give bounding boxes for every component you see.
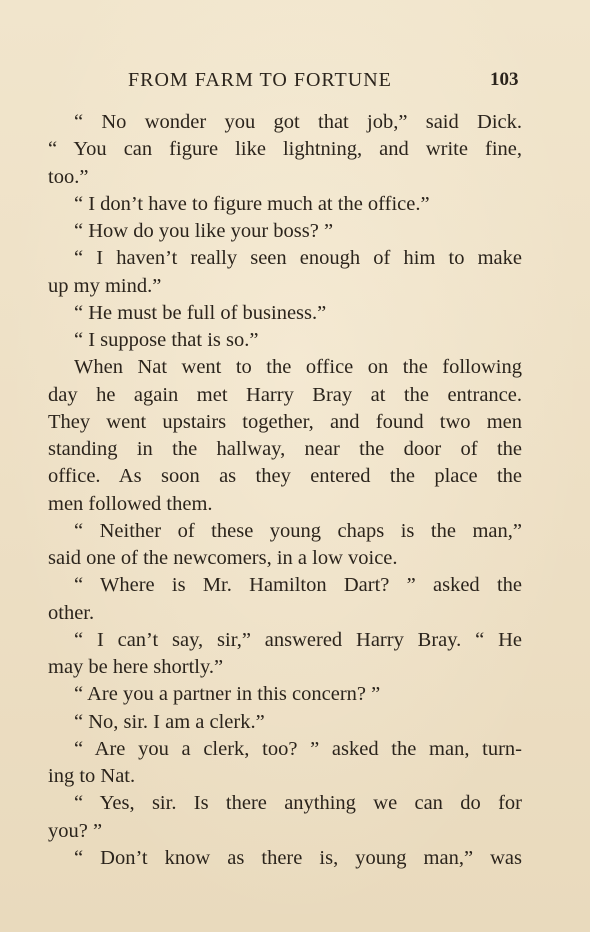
text-line: “ Are you a clerk, too? ” asked the man, turn- xyxy=(74,737,522,760)
text-line: “ You can figure like lightning, and write fine, xyxy=(48,138,522,161)
text-line: may be here shortly.” xyxy=(48,656,224,678)
text-line: They went upstairs together, and found two men xyxy=(48,410,522,433)
text-line: “ Neither of these young chaps is the man,” xyxy=(74,519,522,542)
text-line: “ How do you like your boss? ” xyxy=(74,220,334,242)
body-text xyxy=(48,109,522,872)
text-line: up my mind.” xyxy=(48,274,162,297)
text-line: ing to Nat. xyxy=(48,765,136,787)
text-line: “ Are you a partner in this concern? ” xyxy=(74,683,381,706)
text-line: “ I can’t say, sir,” answered Harry Bray. “ He xyxy=(74,628,522,651)
text-line: “ I haven’t really seen enough of him to make xyxy=(74,247,522,270)
text-line: you? ” xyxy=(48,819,103,842)
text-line: “ I suppose that is so.” xyxy=(74,329,259,351)
text-line: “ Yes, sir. Is there anything we can do for xyxy=(74,792,522,815)
running-title: FROM FARM TO FORTUNE xyxy=(128,69,392,91)
text-line: said one of the newcomers, in a low voice. xyxy=(48,547,398,569)
text-line: “ No wonder you got that job,” said Dick. xyxy=(74,111,522,133)
page-number: 103 xyxy=(490,69,519,90)
text-line: day he again met Harry Bray at the entrance. xyxy=(48,383,522,406)
text-line: When Nat went to the office on the following xyxy=(74,356,522,379)
text-line: men followed them. xyxy=(48,492,213,515)
text-line: other. xyxy=(48,601,95,624)
text-line: “ Where is Mr. Hamilton Dart? ” asked the xyxy=(74,574,522,597)
text-line: “ No, sir. I am a clerk.” xyxy=(74,710,265,733)
text-line: standing in the hallway, near the door of the xyxy=(48,438,522,460)
text-line: “ He must be full of business.” xyxy=(74,301,327,324)
running-head xyxy=(0,66,590,94)
text-line: “ I don’t have to figure much at the office.” xyxy=(74,192,430,215)
text-line: office. As soon as they entered the place the xyxy=(48,465,522,488)
text-line: too.” xyxy=(48,165,89,188)
text-line: “ Don’t know as there is, young man,” was xyxy=(74,846,522,869)
